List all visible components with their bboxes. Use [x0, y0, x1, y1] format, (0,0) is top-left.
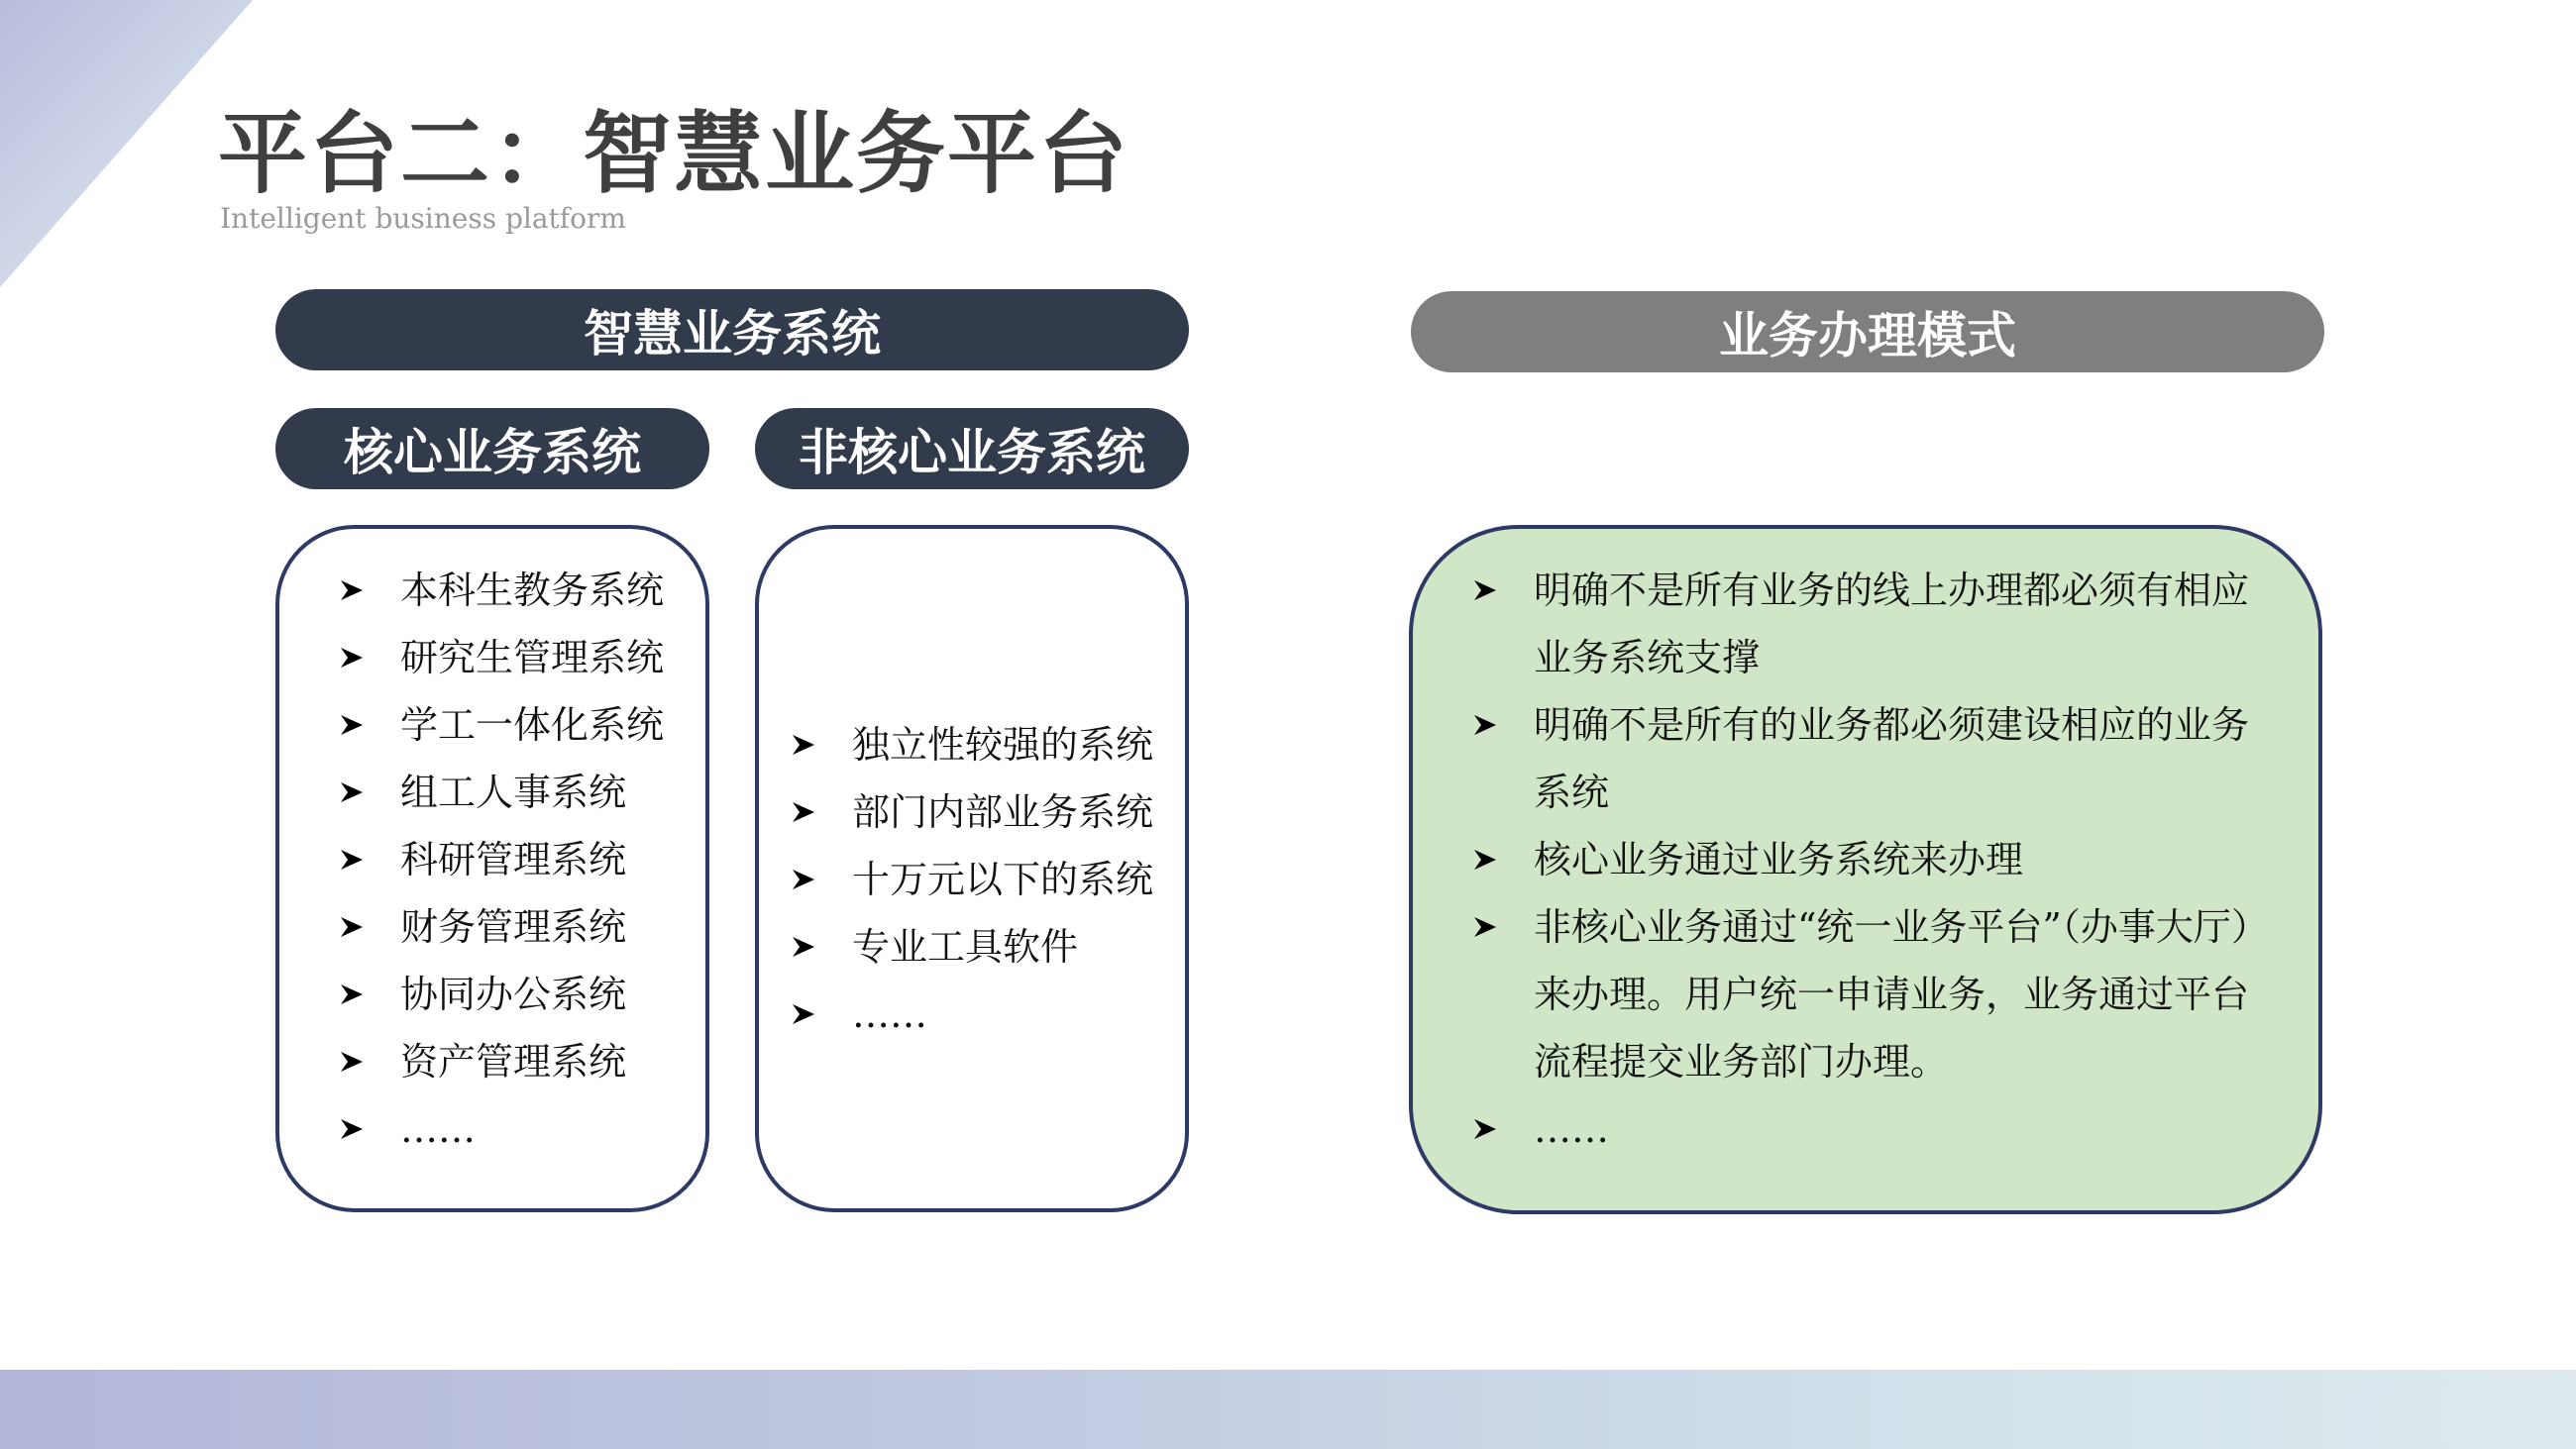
core-system-item-text: 科研管理系统 — [400, 838, 627, 881]
business-mode-item-text: …… — [1534, 1107, 1609, 1151]
noncore-system-item — [791, 778, 1153, 846]
core-system-header — [275, 408, 709, 489]
core-system-list — [339, 557, 664, 1163]
noncore-system-item-text: 部门内部业务系统 — [852, 790, 1154, 834]
arrowhead-bullet-icon — [339, 557, 378, 624]
arrowhead-bullet-icon — [791, 981, 830, 1048]
smart-business-system-label: 智慧业务系统 — [584, 305, 881, 362]
noncore-system-item — [791, 711, 1153, 778]
core-system-item-text: 组工人事系统 — [400, 771, 627, 814]
noncore-system-item — [791, 913, 1153, 981]
core-system-item-text: …… — [400, 1107, 476, 1151]
arrowhead-bullet-icon — [1472, 1095, 1512, 1163]
arrowhead-bullet-icon — [339, 624, 378, 691]
core-system-item-text: 本科生教务系统 — [400, 569, 665, 612]
core-system-item — [339, 893, 664, 961]
core-system-item — [339, 624, 664, 691]
core-system-item-text: 研究生管理系统 — [400, 636, 665, 679]
core-system-item — [339, 1095, 664, 1163]
arrowhead-bullet-icon — [339, 691, 378, 759]
business-mode-item — [1472, 557, 2265, 691]
core-system-item — [339, 557, 664, 624]
noncore-system-card — [755, 525, 1189, 1212]
page-subtitle: Intelligent business platform — [220, 202, 626, 235]
business-mode-item-text: 非核心业务通过“统一业务平台”（办事大厅）来办理。用户统一申请业务，业务通过平台流程提交业务部门办理。 — [1534, 905, 2250, 1084]
arrowhead-bullet-icon — [1472, 557, 1512, 624]
noncore-system-item-text: …… — [852, 992, 927, 1036]
core-system-item-text: 协同办公系统 — [400, 973, 627, 1016]
business-mode-item-text: 明确不是所有业务的线上办理都必须有相应业务系统支撑 — [1534, 569, 2250, 679]
noncore-system-list — [791, 711, 1153, 1048]
business-mode-item — [1472, 691, 2265, 826]
business-mode-item — [1472, 826, 2265, 893]
core-system-item-text: 财务管理系统 — [400, 905, 627, 949]
core-system-item — [339, 1028, 664, 1095]
arrowhead-bullet-icon — [339, 1095, 378, 1163]
noncore-system-item-text: 十万元以下的系统 — [852, 858, 1154, 901]
arrowhead-bullet-icon — [339, 1028, 378, 1095]
noncore-system-label: 非核心业务系统 — [799, 424, 1145, 481]
business-mode-header — [1411, 291, 2324, 372]
bottom-decoration-band — [0, 1370, 2576, 1449]
core-system-item-text: 学工一体化系统 — [400, 703, 665, 747]
arrowhead-bullet-icon — [339, 893, 378, 961]
arrowhead-bullet-icon — [791, 846, 830, 913]
business-mode-item-text: 核心业务通过业务系统来办理 — [1534, 838, 2024, 881]
noncore-system-item-text: 专业工具软件 — [852, 925, 1079, 969]
smart-business-system-header — [275, 289, 1189, 370]
core-system-item — [339, 826, 664, 893]
noncore-system-item-text: 独立性较强的系统 — [852, 723, 1154, 767]
business-mode-item — [1472, 893, 2265, 1095]
core-system-label: 核心业务系统 — [344, 424, 641, 481]
page-title: 平台二：智慧业务平台 — [218, 102, 1129, 206]
noncore-system-item — [791, 981, 1153, 1048]
noncore-system-header — [755, 408, 1189, 489]
business-mode-label: 业务办理模式 — [1719, 307, 2016, 364]
business-mode-card — [1409, 525, 2322, 1214]
arrowhead-bullet-icon — [791, 711, 830, 778]
noncore-system-item — [791, 846, 1153, 913]
arrowhead-bullet-icon — [339, 961, 378, 1028]
core-system-item — [339, 691, 664, 759]
arrowhead-bullet-icon — [791, 913, 830, 981]
arrowhead-bullet-icon — [339, 826, 378, 893]
core-system-item-text: 资产管理系统 — [400, 1040, 627, 1084]
business-mode-item — [1472, 1095, 2265, 1163]
core-system-card — [275, 525, 709, 1212]
core-system-item — [339, 759, 664, 826]
arrowhead-bullet-icon — [791, 778, 830, 846]
arrowhead-bullet-icon — [1472, 893, 1512, 961]
arrowhead-bullet-icon — [1472, 826, 1512, 893]
business-mode-item-text: 明确不是所有的业务都必须建设相应的业务系统 — [1534, 703, 2250, 814]
business-mode-list — [1472, 557, 2265, 1163]
arrowhead-bullet-icon — [1472, 691, 1512, 759]
core-system-item — [339, 961, 664, 1028]
arrowhead-bullet-icon — [339, 759, 378, 826]
